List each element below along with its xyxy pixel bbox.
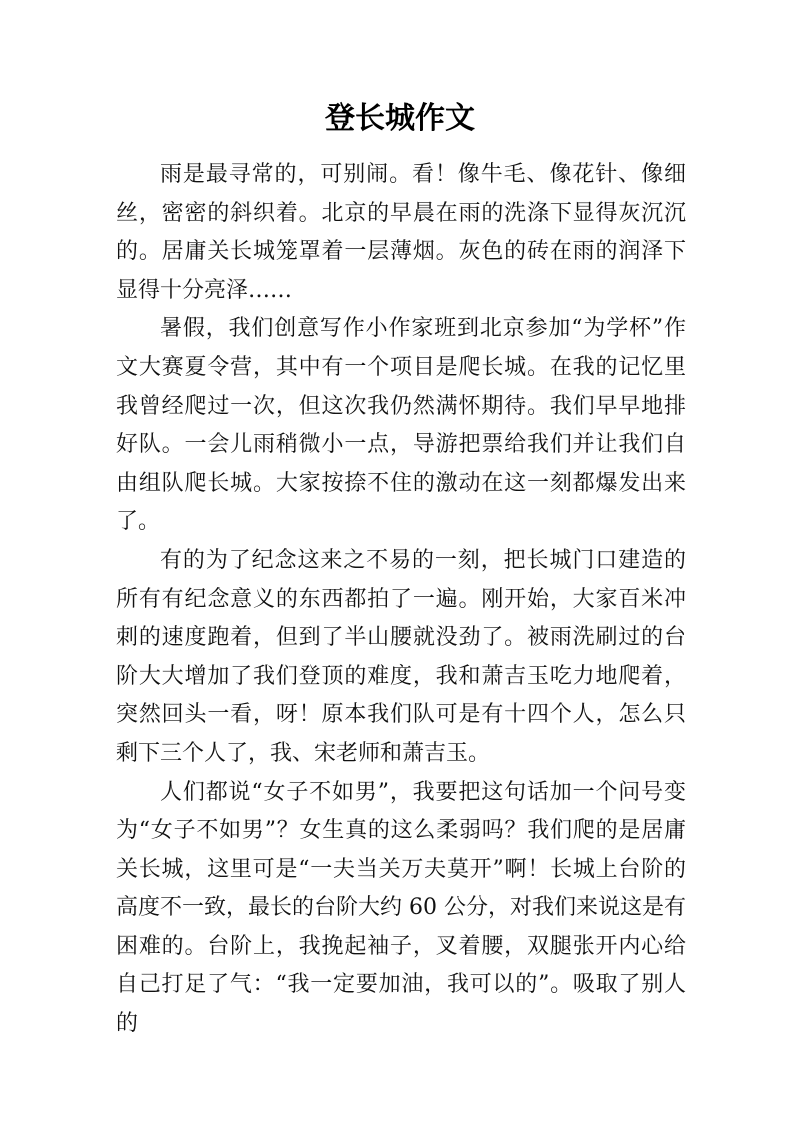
paragraph-2: 暑假，我们创意写作小作家班到北京参加“为学杯”作文大赛夏令营，其中有一个项目是爬长城。在我的记忆里我曾经爬过一次，但这次我仍然满怀期待。我们早早地排好队。一会儿雨稍微小一点，导游把票给我们并让我们自由组队爬长城。大家按捺不住的激动在这一刻都爆发出来了。 <box>116 316 686 535</box>
paragraph-4: 人们都说“女子不如男”，我要把这句话加一个问号变为“女子不如男”？女生真的这么柔弱吗？我们爬的是居庸关长城，这里可是“一夫当关万夫莫开”啊！长城上台阶的高度不一致，最长的台阶大约 60 公分，对我们来说这是有困难的。台阶上，我挽起袖子，叉着腰，双腿张开内心给自己打足了气：“我一定要加油，我可以的”。吸取了别人的 <box>116 779 686 1037</box>
paragraph-1: 雨是最寻常的，可别闹。看！像牛毛、像花针、像细丝，密密的斜织着。北京的早晨在雨的洗涤下显得灰沉沉的。居庸关长城笼罩着一层薄烟。灰色的砖在雨的润泽下显得十分亮泽…… <box>116 162 686 303</box>
page-title: 登长城作文 <box>325 101 475 136</box>
paragraph-3: 有的为了纪念这来之不易的一刻，把长城门口建造的所有有纪念意义的东西都拍了一遍。刚开始，大家百米冲刺的速度跑着，但到了半山腰就没劲了。被雨洗刷过的台阶大大增加了我们登顶的难度，我和萧吉玉吃力地爬着，突然回头一看，呀！原本我们队可是有十四个人，怎么只剩下三个人了，我、宋老师和萧吉玉。 <box>116 547 686 766</box>
essay-body <box>116 156 686 1044</box>
